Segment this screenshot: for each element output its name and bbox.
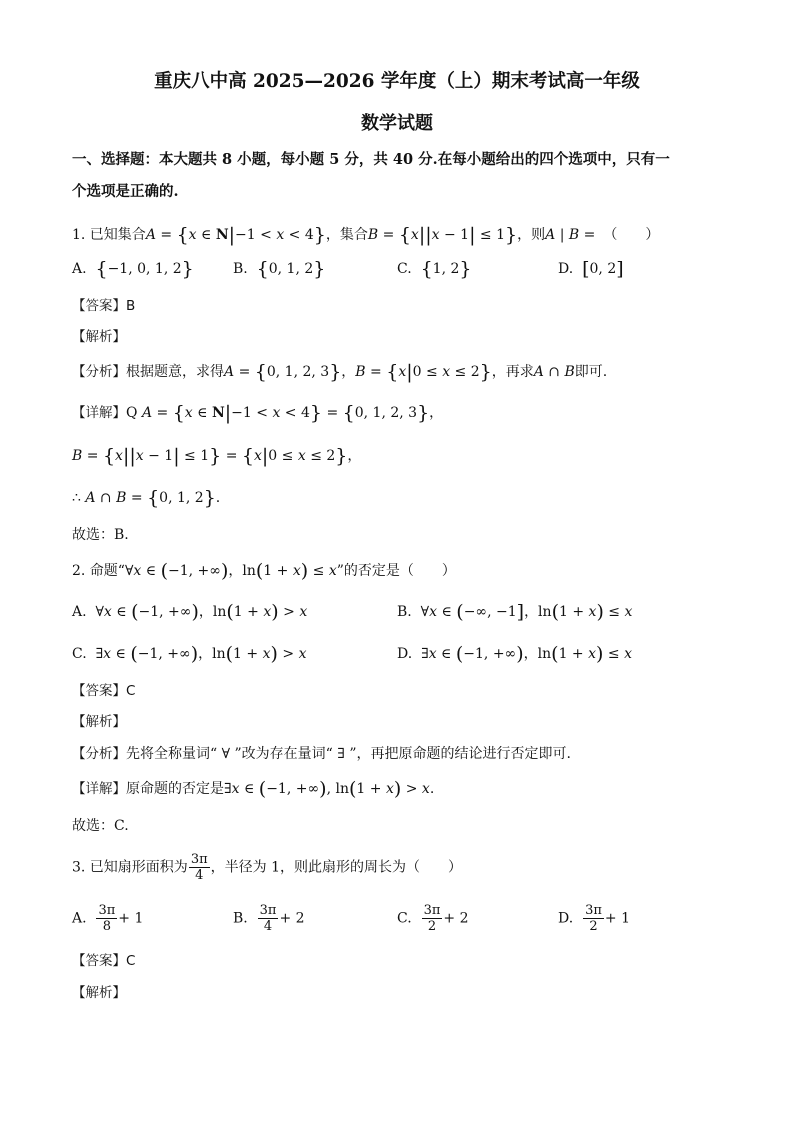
q3-option-d-label: D. [558,910,574,927]
question-2-stem: 2. 命题“∀x ∈ (−1, +∞)，ln(1 + x) ≤ x”的否定是（ ） [72,560,456,582]
answer-label: 【答案】 [72,683,126,699]
xiangjie-label: 【详解】 [72,781,126,797]
q1-xiangjie-1: 【详解】Q A = {x ∈ N|−1 < x < 4} = {0, 1, 2, 3}， [72,402,444,424]
q1-set-b: B [367,227,379,243]
answer-label: 【答案】 [72,298,126,314]
q3-option-c-label: C. [397,910,412,927]
page-title: 重庆八中高 2025—2026 学年度（上）期末考试高一年级 [154,71,640,92]
q2-option-a: A. ∀x ∈ (−1, +∞)，ln(1 + x) > x [72,601,308,623]
q1-answer-value: B [126,298,136,314]
q2-fenxi [72,744,571,764]
q1-set-b-def: = {x||x − 1| ≤ 1} [378,224,518,246]
q3-analysis-label: 【解析】 [72,985,126,1001]
q1-option-c-label: C. [397,261,412,277]
q1-set-a: A [145,227,156,243]
q1-option-c: C. {1, 2} [397,258,472,280]
q2-option-a-label: A. [72,604,87,620]
q2-fenxi-text: 先将全称量词“ ∀ ”改为存在量词“ ∃ ”，再把原命题的结论进行否定即可. [126,746,571,762]
q3-option-a-label: A. [72,910,87,927]
q3-option-a: A. $\frac{3\pi}{8}$ + 1 [72,903,144,934]
q1-fenxi-text-c: 即可. [574,364,608,380]
page-subtitle: 数学试题 [361,113,433,134]
q3-option-b: B. $\frac{3\pi}{4}$ + 2 [233,903,305,934]
q3-stem-text-b: ，半径为 1，则此扇形的周长为（ ） [210,859,462,876]
q3-answer-value: C [126,953,136,969]
q1-fenxi-text-b: ，再求 [491,364,534,380]
q1-answer [72,296,135,316]
fenxi-label: 【分析】 [72,364,126,380]
q1-option-a: A. {−1, 0, 1, 2} [72,258,194,280]
question-1-stem: 1. 已知集合A = {x ∈ N|−1 < x < 4}，集合B = {x||x − 1| ≤ 1}，则A | B = （ ） [72,224,660,246]
q2-option-d: D. ∃x ∈ (−1, +∞)，ln(1 + x) ≤ x [397,643,632,665]
q2-stem-text-a: 2. 命题“ [72,563,125,579]
q1-fenxi-text-a: 根据题意，求得 [126,364,224,380]
q2-xiangjie-text: 原命题的否定是 [126,781,224,797]
fenxi-label: 【分析】 [72,746,126,762]
q3-stem-text-a: 3. 已知扇形面积为 [72,859,188,876]
q1-option-d: D. [0, 2] [558,258,624,280]
q1-paren: （ ） [603,227,660,243]
q1-stem-text-a: 1. 已知集合 [72,227,146,243]
q1-option-d-label: D. [558,261,574,277]
q1-xiangjie-3: ∴ A ∩ B = {0, 1, 2}. [72,487,221,509]
xiangjie-label: 【详解】 [72,405,126,421]
q2-answer-value: C [126,683,136,699]
q2-xiangjie: 【详解】原命题的否定是∃x ∈ (−1, +∞), ln(1 + x) > x. [72,778,435,800]
q2-option-b-label: B. [397,604,412,620]
q1-set-a-def: = {x ∈ N|−1 < x < 4} [155,224,326,246]
q2-conclusion: 故选：C. [72,818,129,834]
q1-analysis-label: 【解析】 [72,329,126,345]
q1-option-b: B. {0, 1, 2} [233,258,326,280]
section-header-line2: 个选项是正确的. [72,183,179,200]
question-3-stem [72,852,462,883]
q3-fraction-area: $\frac{3\pi}{4}$ [190,852,208,883]
q3-option-c: C. $\frac{3\pi}{2}$ + 2 [397,903,469,934]
q2-analysis-label: 【解析】 [72,714,126,730]
q1-xiangjie-2: B = {x||x − 1| ≤ 1} = {x|0 ≤ x ≤ 2}， [72,445,362,467]
q1-stem-text-b: ，集合 [325,227,368,243]
q1-fenxi: 【分析】根据题意，求得A = {0, 1, 2, 3}，B = {x|0 ≤ x ≤ 2}，再求A ∩ B即可. [72,361,608,383]
q3-option-b-label: B. [233,910,248,927]
q1-conclusion: 故选：B. [72,527,129,543]
q2-option-b: B. ∀x ∈ (−∞, −1]，ln(1 + x) ≤ x [397,601,633,623]
q3-option-d: D. $\frac{3\pi}{2}$ + 1 [558,903,631,934]
answer-label: 【答案】 [72,953,126,969]
q1-expr: A [545,227,556,243]
q3-answer [72,951,135,971]
q2-option-d-label: D. [397,646,413,662]
q2-option-c-label: C. [72,646,87,662]
q2-option-c: C. ∃x ∈ (−1, +∞)，ln(1 + x) > x [72,643,307,665]
q1-option-a-label: A. [72,261,87,277]
q1-option-b-label: B. [233,261,248,277]
q2-answer [72,681,135,701]
q2-stem-text-b: ”的否定是（ ） [336,563,456,579]
q1-stem-text-c: ，则 [517,227,546,243]
section-header-line1: 一、选择题：本大题共 8 小题，每小题 5 分，共 40 分.在每小题给出的四个选项中，只有一 [72,151,670,168]
